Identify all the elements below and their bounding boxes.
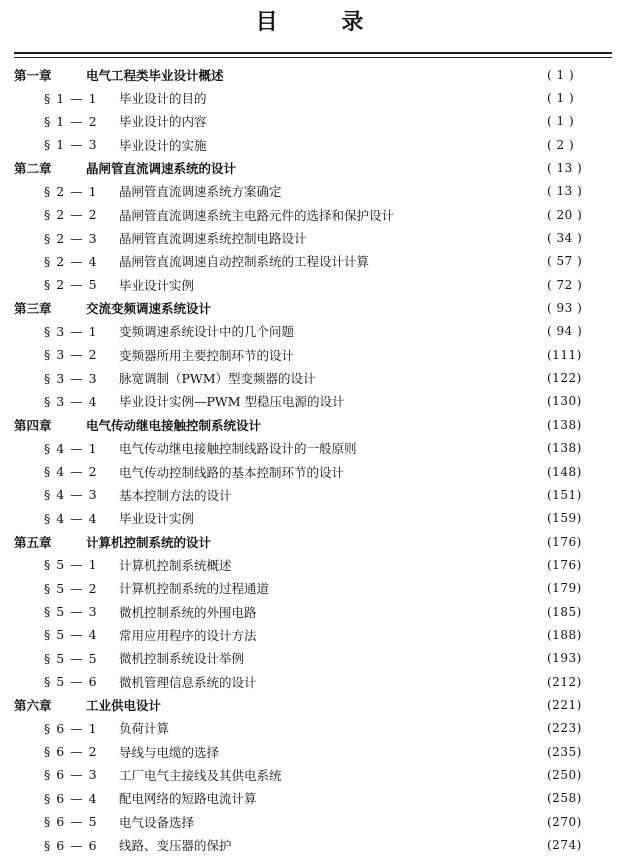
dot-leader (171, 721, 545, 735)
page-number: (138) (547, 441, 582, 456)
dot-leader (234, 838, 545, 852)
toc-section-entry (0, 483, 619, 506)
toc-section-entry (0, 343, 619, 366)
dot-leader (234, 558, 545, 572)
section-number: § 5 — 1 (44, 557, 98, 573)
page-number: ( 1 ) (547, 67, 575, 82)
section-title: 毕业设计的目的 (119, 91, 207, 107)
toc-section-entry (0, 180, 619, 203)
dot-leader (221, 745, 545, 759)
section-number: § 2 — 4 (44, 253, 98, 269)
chapter-number: 第六章 (14, 697, 52, 713)
dot-leader (196, 511, 545, 525)
dot-leader (163, 698, 545, 712)
page-title: 目 录 (255, 10, 392, 35)
section-number: § 6 — 5 (44, 814, 98, 830)
page-number: (274) (547, 838, 582, 853)
dot-leader (284, 768, 545, 782)
section-number: § 1 — 3 (44, 137, 98, 153)
section-number: § 4 — 2 (44, 464, 98, 480)
toc-section-entry (0, 250, 619, 273)
section-number: § 3 — 2 (44, 347, 98, 363)
page-number: (122) (547, 371, 582, 386)
dot-leader (259, 605, 545, 619)
section-title: 电气传动控制线路的基本控制环节的设计 (119, 464, 345, 480)
dot-leader (284, 184, 545, 198)
page-number: (159) (547, 511, 582, 526)
page-number: (176) (547, 557, 582, 572)
page-number: (138) (547, 417, 582, 432)
section-title: 电气设备选择 (119, 814, 195, 830)
toc-section-entry (0, 740, 619, 763)
section-number: § 5 — 5 (44, 650, 98, 666)
section-number: § 3 — 3 (44, 370, 98, 386)
section-title: 毕业设计的实施 (119, 137, 207, 153)
toc-section-entry (0, 833, 619, 856)
dot-leader (346, 465, 545, 479)
section-title: 晶闸管直流调速自动控制系统的工程设计计算 (119, 254, 370, 270)
section-title: 毕业设计实例 (119, 511, 195, 527)
dot-leader (309, 231, 545, 245)
toc-chapter-entry (0, 156, 619, 179)
section-title: 变频器所用主要控制环节的设计 (119, 347, 295, 363)
section-title: 配电网络的短路电流计算 (119, 791, 257, 807)
section-number: § 3 — 4 (44, 393, 98, 409)
page-number: (111) (547, 347, 582, 362)
section-title: 计算机控制系统的过程通道 (119, 581, 270, 597)
section-title: 晶闸管直流调速系统方案确定 (119, 184, 282, 200)
toc-section-entry (0, 366, 619, 389)
section-title: 工厂电气主接线及其供电系统 (119, 767, 282, 783)
page-number: (176) (547, 534, 582, 549)
toc-section-entry (0, 110, 619, 133)
section-title: 微机管理信息系统的设计 (119, 674, 257, 690)
toc-section-entry (0, 600, 619, 623)
section-number: § 5 — 4 (44, 627, 98, 643)
toc-list (0, 63, 619, 857)
page-number: ( 2 ) (547, 137, 575, 152)
section-title: 晶闸管直流调速系统主电路元件的选择和保护设计 (119, 207, 395, 223)
toc-section-entry (0, 577, 619, 600)
page-number: (193) (547, 651, 582, 666)
section-number: § 2 — 3 (44, 230, 98, 246)
section-number: § 6 — 1 (44, 720, 98, 736)
section-number: § 6 — 3 (44, 767, 98, 783)
page-number: (212) (547, 674, 582, 689)
section-title: 毕业设计实例 (119, 277, 195, 293)
section-title: 晶闸管直流调速系统控制电路设计 (119, 231, 307, 247)
page-number: (148) (547, 464, 582, 479)
toc-section-entry (0, 390, 619, 413)
dot-leader (234, 488, 545, 502)
page-number: (258) (547, 791, 582, 806)
dot-leader (263, 418, 545, 432)
section-number: § 6 — 2 (44, 744, 98, 760)
toc-section-entry (0, 86, 619, 109)
page-number: ( 1 ) (547, 91, 575, 106)
toc-section-entry (0, 717, 619, 740)
section-number: § 5 — 2 (44, 580, 98, 596)
chapter-number: 第四章 (14, 417, 52, 433)
section-title: 基本控制方法的设计 (119, 487, 232, 503)
toc-section-entry (0, 273, 619, 296)
page-number: ( 20 ) (547, 207, 583, 222)
toc-section-entry (0, 670, 619, 693)
page-number: (250) (547, 767, 582, 782)
dot-leader (213, 535, 545, 549)
dot-leader (196, 278, 545, 292)
toc-section-entry (0, 460, 619, 483)
chapter-title: 晶闸管直流调速系统的设计 (86, 161, 237, 177)
section-title: 电气传动继电接触控制线路设计的一般原则 (119, 441, 357, 457)
dot-leader (238, 161, 545, 175)
dot-leader (271, 581, 545, 595)
dot-leader (213, 301, 545, 315)
toc-section-entry (0, 787, 619, 810)
section-number: § 1 — 1 (44, 90, 98, 106)
chapter-number: 第二章 (14, 161, 52, 177)
toc-section-entry (0, 320, 619, 343)
page-number: ( 13 ) (547, 161, 583, 176)
chapter-title: 电气工程类毕业设计概述 (86, 67, 224, 83)
chapter-title: 电气传动继电接触控制系统设计 (86, 417, 262, 433)
section-number: § 2 — 2 (44, 207, 98, 223)
section-number: § 6 — 6 (44, 837, 98, 853)
page-number: (130) (547, 394, 582, 409)
dot-leader (246, 651, 545, 665)
section-title: 微机控制系统的外围电路 (119, 604, 257, 620)
section-number: § 4 — 3 (44, 487, 98, 503)
page-number: (185) (547, 604, 582, 619)
toc-section-entry (0, 203, 619, 226)
section-number: § 5 — 3 (44, 604, 98, 620)
dot-leader (209, 138, 545, 152)
dot-leader (259, 791, 545, 805)
page-number: ( 13 ) (547, 184, 583, 199)
page-number: (221) (547, 697, 582, 712)
toc-chapter-entry (0, 413, 619, 436)
dot-leader (359, 441, 545, 455)
dot-leader (371, 254, 545, 268)
section-title: 常用应用程序的设计方法 (119, 627, 257, 643)
section-number: § 3 — 1 (44, 323, 98, 339)
section-number: § 2 — 5 (44, 277, 98, 293)
page-number: ( 72 ) (547, 277, 583, 292)
dot-leader (259, 628, 545, 642)
title-rule (14, 52, 612, 58)
dot-leader (296, 348, 545, 362)
section-title: 负荷计算 (119, 721, 170, 737)
section-title: 线路、变压器的保护 (119, 838, 232, 854)
page-number: (179) (547, 581, 582, 596)
section-number: § 1 — 2 (44, 113, 98, 129)
dot-leader (296, 324, 545, 338)
section-title: 毕业设计的内容 (119, 114, 207, 130)
toc-section-entry (0, 553, 619, 576)
dot-leader (209, 114, 545, 128)
section-title: 变频调速系统设计中的几个问题 (119, 324, 295, 340)
toc-chapter-entry (0, 530, 619, 553)
section-number: § 6 — 4 (44, 790, 98, 806)
dot-leader (347, 394, 545, 408)
section-title: 计算机控制系统概述 (119, 557, 232, 573)
chapter-number: 第一章 (14, 67, 52, 83)
toc-section-entry (0, 623, 619, 646)
page-number: (270) (547, 814, 582, 829)
page-number: (188) (547, 627, 582, 642)
chapter-number: 第三章 (14, 301, 52, 317)
toc-section-entry (0, 437, 619, 460)
dot-leader (226, 68, 545, 82)
section-number: § 4 — 1 (44, 440, 98, 456)
toc-section-entry (0, 226, 619, 249)
toc-chapter-entry (0, 296, 619, 319)
page-number: (235) (547, 744, 582, 759)
dot-leader (209, 91, 545, 105)
toc-section-entry (0, 133, 619, 156)
toc-section-entry (0, 763, 619, 786)
page-number: (151) (547, 487, 582, 502)
page-number: ( 93 ) (547, 301, 583, 316)
page-number: (223) (547, 721, 582, 736)
toc-chapter-entry (0, 693, 619, 716)
chapter-number: 第五章 (14, 534, 52, 550)
toc-chapter-entry (0, 63, 619, 86)
section-number: § 5 — 6 (44, 674, 98, 690)
section-number: § 4 — 4 (44, 510, 98, 526)
page-number: ( 34 ) (547, 231, 583, 246)
section-title: 脉宽调制（PWM）型变频器的设计 (119, 371, 316, 387)
dot-leader (318, 371, 545, 385)
page-number: ( 57 ) (547, 254, 583, 269)
section-title: 毕业设计实例—PWM 型稳压电源的设计 (119, 394, 345, 410)
section-number: § 2 — 1 (44, 183, 98, 199)
dot-leader (259, 675, 545, 689)
page-number: ( 1 ) (547, 114, 575, 129)
toc-section-entry (0, 810, 619, 833)
toc-section-entry (0, 507, 619, 530)
chapter-title: 交流变频调速系统设计 (86, 301, 212, 317)
page-number: ( 94 ) (547, 324, 583, 339)
chapter-title: 工业供电设计 (86, 697, 162, 713)
section-title: 导线与电缆的选择 (119, 744, 220, 760)
section-title: 微机控制系统设计举例 (119, 651, 245, 667)
toc-section-entry (0, 647, 619, 670)
dot-leader (396, 208, 545, 222)
chapter-title: 计算机控制系统的设计 (86, 534, 212, 550)
